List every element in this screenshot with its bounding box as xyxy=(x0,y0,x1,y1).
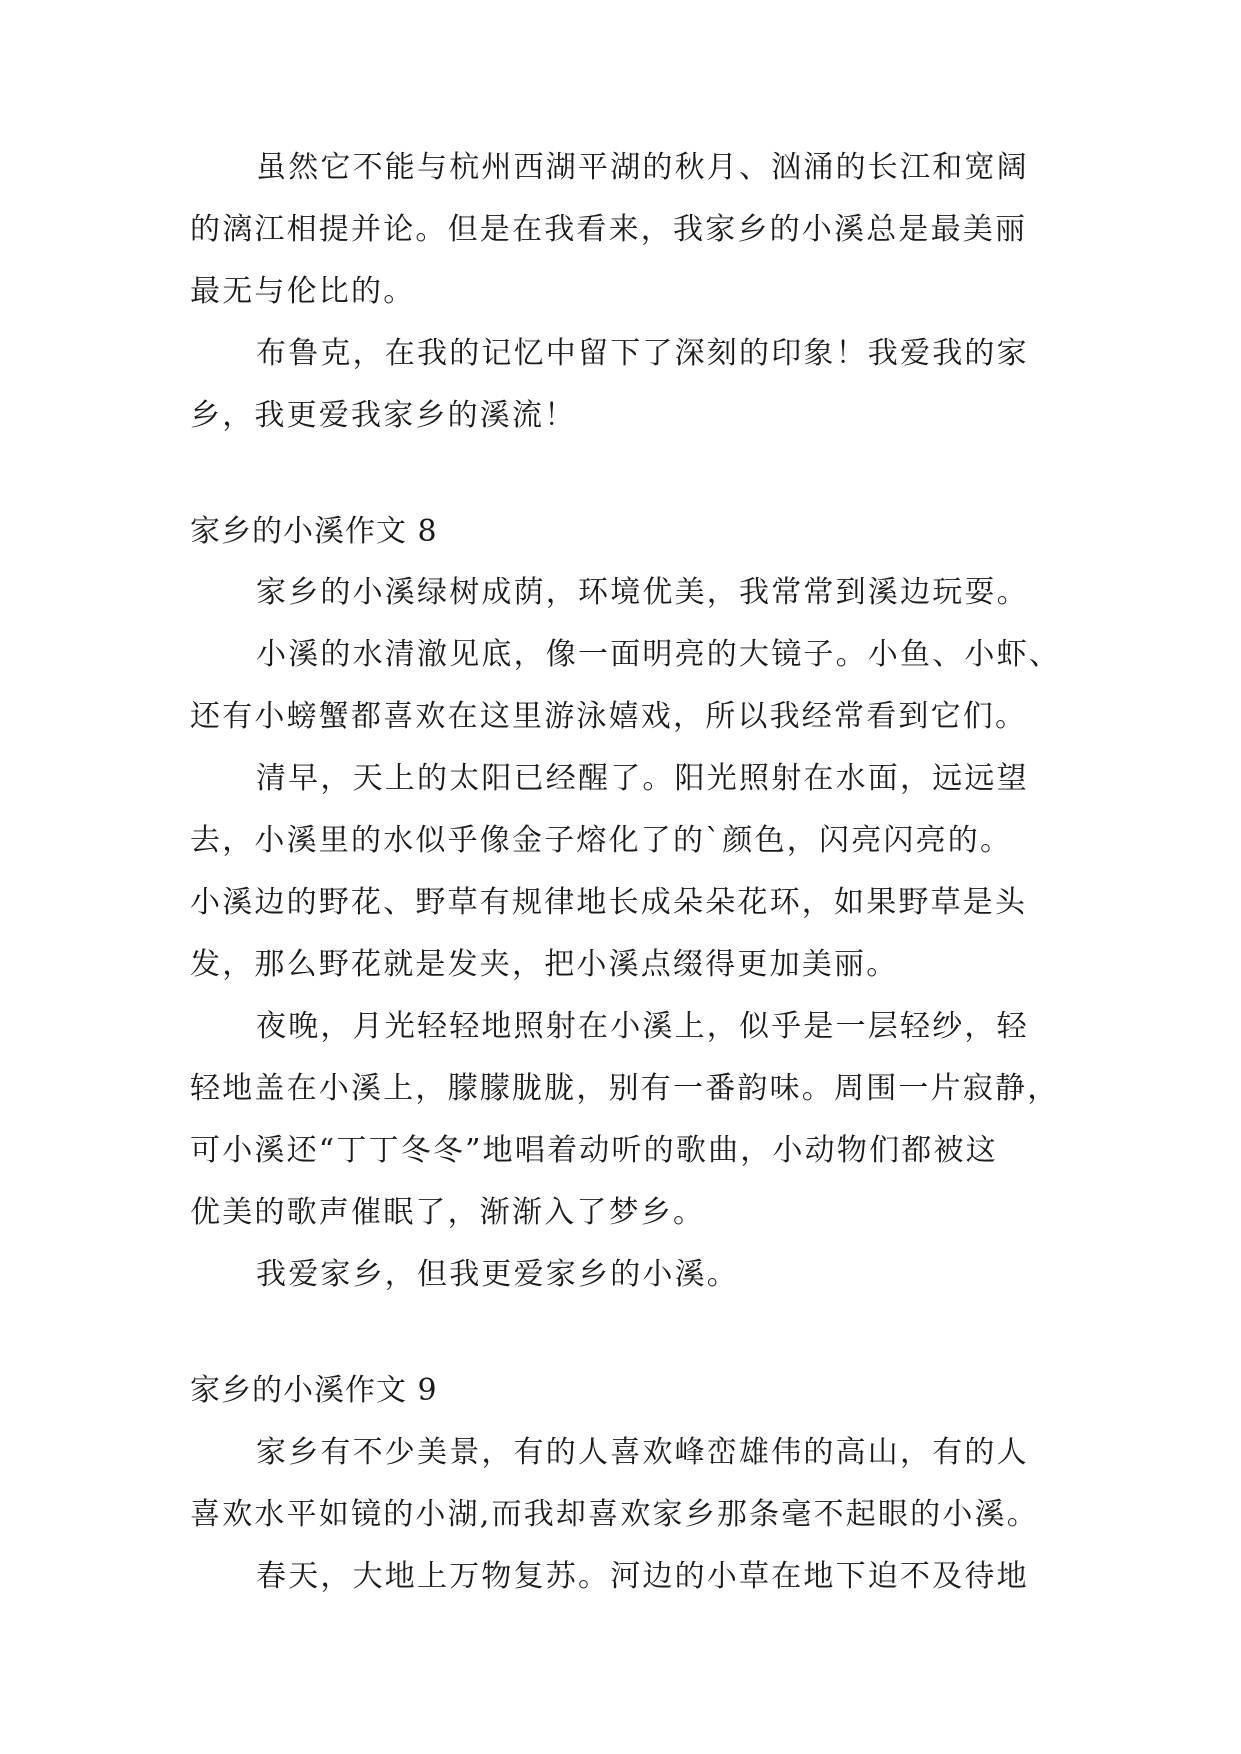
paragraph-line: 轻地盖在小溪上，朦朦胧胧，别有一番韵味。周围一片寂静， xyxy=(190,1071,1060,1106)
paragraph-line: 的漓江相提并论。但是在我看来，我家乡的小溪总是最美丽 xyxy=(190,212,1028,247)
paragraph-line: 最无与伦比的。 xyxy=(190,274,416,309)
paragraph-line: 我爱家乡，但我更爱家乡的小溪。 xyxy=(256,1257,739,1292)
paragraph-line: 喜欢水平如镜的小湖,而我却喜欢家乡那条毫不起眼的小溪。 xyxy=(190,1497,1039,1532)
paragraph-line: 清早，天上的太阳已经醒了。阳光照射在水面，远远望 xyxy=(256,761,1029,796)
paragraph-line: 优美的歌声催眠了，渐渐入了梦乡。 xyxy=(190,1195,706,1230)
paragraph-line: 还有小螃蟹都喜欢在这里游泳嬉戏，所以我经常看到它们。 xyxy=(190,699,1028,734)
section-heading: 家乡的小溪作文 9 xyxy=(190,1373,438,1408)
section-heading: 家乡的小溪作文 8 xyxy=(190,514,438,549)
paragraph-line: 家乡有不少美景，有的人喜欢峰峦雄伟的高山，有的人 xyxy=(256,1435,1029,1470)
paragraph-line: 虽然它不能与杭州西湖平湖的秋月、汹涌的长江和宽阔 xyxy=(256,150,1029,185)
paragraph-line: 可小溪还“丁丁冬冬”地唱着动听的歌曲，小动物们都被这 xyxy=(190,1133,998,1168)
paragraph-line: 乡，我更爱我家乡的溪流！ xyxy=(190,398,577,433)
paragraph-line: 小溪的水清澈见底，像一面明亮的大镜子。小鱼、小虾、 xyxy=(256,637,1061,672)
paragraph-line: 春天，大地上万物复苏。河边的小草在地下迫不及待地 xyxy=(256,1559,1029,1594)
paragraph-line: 发，那么野花就是发夹，把小溪点缀得更加美丽。 xyxy=(190,947,899,982)
paragraph-line: 布鲁克，在我的记忆中留下了深刻的印象！我爱我的家 xyxy=(256,336,1029,371)
paragraph-line: 夜晚，月光轻轻地照射在小溪上，似乎是一层轻纱，轻 xyxy=(256,1009,1029,1044)
paragraph-line: 小溪边的野花、野草有规律地长成朵朵花环，如果野草是头 xyxy=(190,885,1028,920)
paragraph-line: 家乡的小溪绿树成荫，环境优美，我常常到溪边玩耍。 xyxy=(256,575,1029,610)
paragraph-line: 去，小溪里的水似乎像金子熔化了的`颜色，闪亮闪亮的。 xyxy=(190,823,1013,858)
